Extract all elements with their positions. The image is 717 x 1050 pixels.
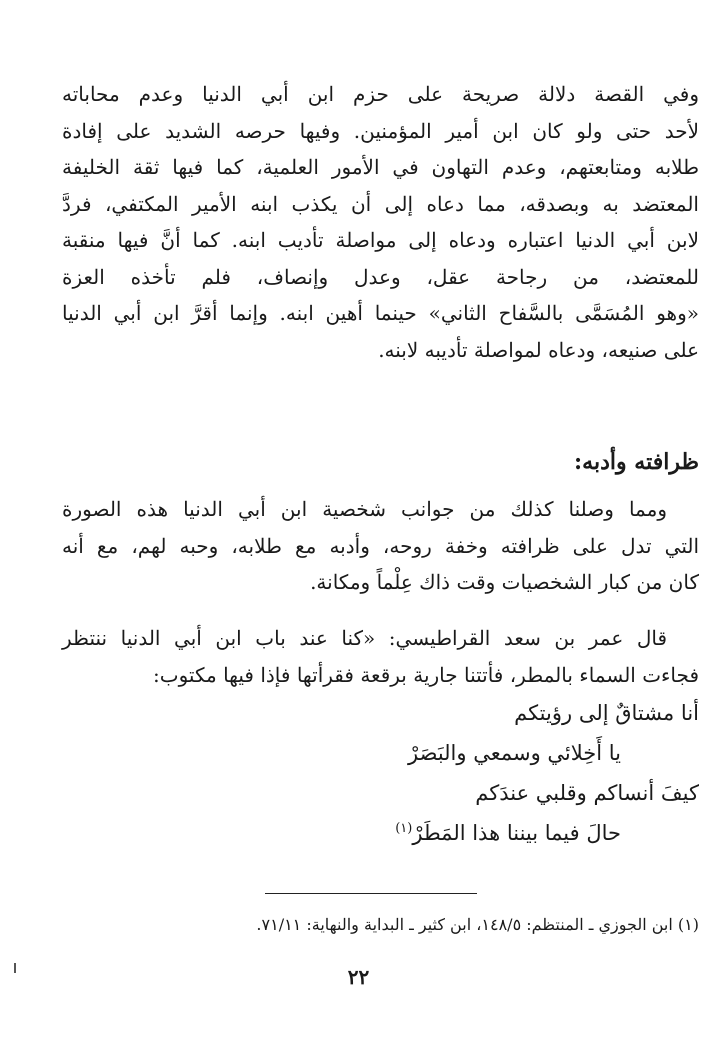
paragraph-1-line: لابن أبي الدنيا اعتباره ودعاه إلى مواصلة تأديب ابنه. كما أنَّ فيها منقبة [62,228,699,252]
poem-line-2: يا أَخِلائي وسمعي والبَصَرْ [408,741,621,765]
paragraph-1-line: المعتضد به وبصدقه، مما دعاه إلى أن يكذب ابنه الأمير المكتفي، فردَّ [62,191,699,216]
footnote-divider [265,893,477,894]
paragraph-1 [62,76,699,368]
footnote-marker: (١) [395,821,413,836]
section-heading: ظرافته وأدبه: [574,449,699,475]
paragraph-2-line: التي تدل على ظرافته وخفة روحه، وأدبه مع طلابه، وحبه لهم، مع أنه [62,533,699,558]
page-number: ٢٢ [347,965,370,989]
paragraph-1-line: للمعتضد، من رجاحة عقل، وعدل وإنصاف، فلم تأخذه العزة [62,264,699,289]
paragraph-3 [62,620,699,693]
poem-line-3: كيفَ أنساكم وقلبي عندَكم [475,781,699,805]
footnote: (١) ابن الجوزي ـ المنتظم: ١٤٨/٥، ابن كثير ـ البداية والنهاية: ٧١/١١. [256,915,699,934]
paragraph-3-line: قال عمر بن سعد القراطيسي: «كنا عند باب ابن أبي الدنيا ننتظر [62,626,667,650]
poem-line-1: أنا مشتاقٌ إلى رؤيتكم [514,701,699,725]
margin-mark [14,963,16,973]
paragraph-1-line: «وهو المُسَمَّى بالسَّفاح الثاني» حينما أهين ابنه. وإنما أقرَّ ابن أبي الدنيا [62,301,699,325]
poem-line-4 [395,821,621,845]
paragraph-2-line: ومما وصلنا كذلك من جوانب شخصية ابن أبي الدنيا هذه الصورة [62,497,667,521]
paragraph-1-line: وفي القصة دلالة صريحة على حزم ابن أبي الدنيا وعدم محاباته [62,82,699,106]
paragraph-3-line: فجاءت السماء بالمطر، فأتتنا جارية برقعة فقرأتها فإذا فيها مكتوب: [153,662,699,687]
paragraph-2-line: كان من كبار الشخصيات وقت ذاك عِلْماً ومكانة. [310,570,699,594]
paragraph-1-line: على صنيعه، ودعاه لمواصلة تأديبه لابنه. [378,337,699,362]
paragraph-1-line: لأحد حتى ولو كان ابن أمير المؤمنين. وفيها حرصه الشديد على إفادة [62,118,700,143]
paragraph-2 [62,491,699,601]
paragraph-1-line: طلابه ومتابعتهم، وعدم التهاون في الأمور العلمية، كما فيها ثقة الخليفة [62,155,700,179]
poem-line-4-text: حالَ فيما بيننا هذا المَطَرْ [412,821,621,845]
